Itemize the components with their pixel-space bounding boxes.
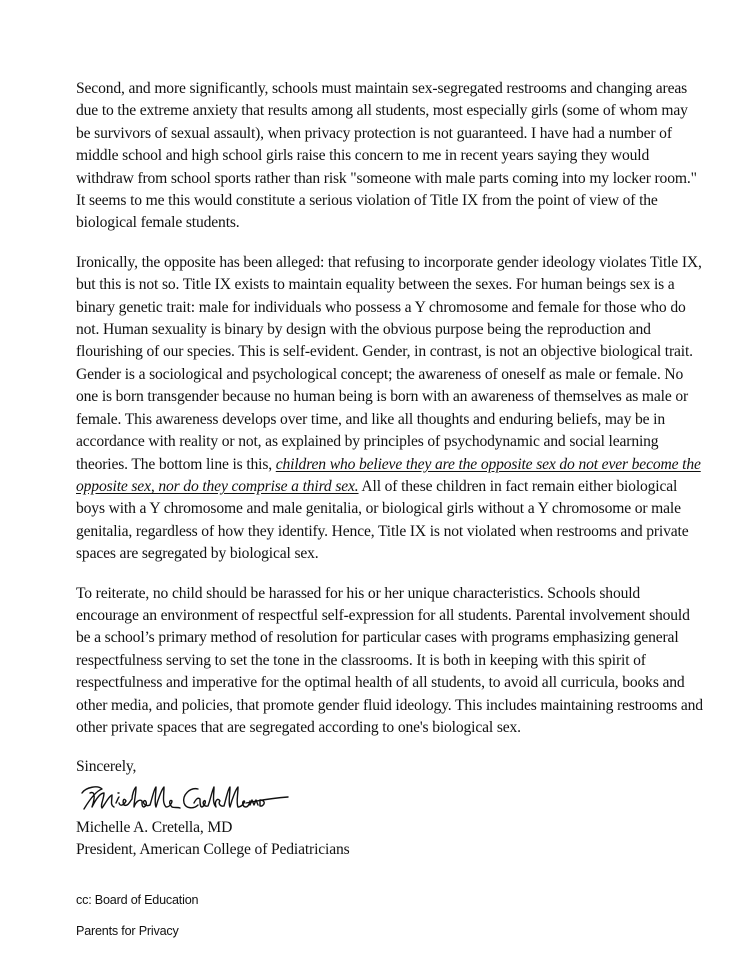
paragraph-title-ix-lead: Ironically, the opposite has been alleged: that refusing to incorporate gender ideology violates Title IX, but this is not so. Title IX exists to maintain equality between the sexes. For human beings sex is a binary genetic trait: male for individuals who possess a Y chromosome and female for those who do not. Human sexuality is binary by design with the obvious purpose being the reproduction and flourishing of our species. This is self-evident. Gender, in contrast, is not an objective biological trait. Gender is a sociological and psychological concept; the awareness of oneself as male or female. No one is born transgender because no human being is born with an awareness of themselves as male or female. This awareness develops over time, and like all thoughts and enduring beliefs, may be in accordance with reality or not, as explained by principles of psychodynamic and social learning theories. The bottom line is this, — [76, 253, 702, 473]
cc-recipient-parents: Parents for Privacy — [76, 923, 179, 938]
paragraph-reiterate: To reiterate, no child should be harassed for his or her unique characteristics. Schools should encourage an environment of respectful self-expression for all students. Parental involvement should be a school’s primary method of resolution for particular cases with programs emphasizing general respectfulness serving to set the tone in the classrooms. It is both in keeping with this spirit of respectfulness and imperative for the optimal health of all students, to avoid all curricula, books and other media, and policies, that promote gender fluid ideology. This includes maintaining restrooms and other private spaces that are segregated according to one's biological sex. — [76, 584, 703, 736]
paragraph-title-ix — [76, 252, 704, 566]
handwritten-signature — [76, 781, 291, 817]
signer-title: President, American College of Pediatricians — [76, 841, 350, 859]
emphasized-statement: children who believe they are the opposite sex do not ever become the opposite sex, nor do they comprise a third sex. — [76, 455, 701, 495]
cc-recipient-board: cc: Board of Education — [76, 892, 199, 907]
signer-name: Michelle A. Cretella, MD — [76, 818, 233, 836]
letter-page — [76, 78, 704, 939]
paragraph-restrooms: Second, and more significantly, schools must maintain sex-segregated restrooms and changing areas due to the extreme anxiety that results among all students, most especially girls (some of whom may be survivors of sexual assault), when privacy protection is not guaranteed. I have had a number of middle school and high school girls raise this concern to me in recent years saying they would withdraw from school sports rather than risk "someone with male parts coming into my locker room." It seems to me this would constitute a serious violation of Title IX from the point of view of the biological female students. — [76, 80, 697, 232]
paragraph-title-ix-tail: All of these children in fact remain either biological boys with a Y chromosome and male genitalia, or biological girls without a Y chromosome or male genitalia, regardless of how they identify. Hence, Title IX is not violated when restrooms and private spaces are segregated by biological sex. — [76, 477, 689, 563]
closing-salutation: Sincerely, — [76, 758, 137, 776]
